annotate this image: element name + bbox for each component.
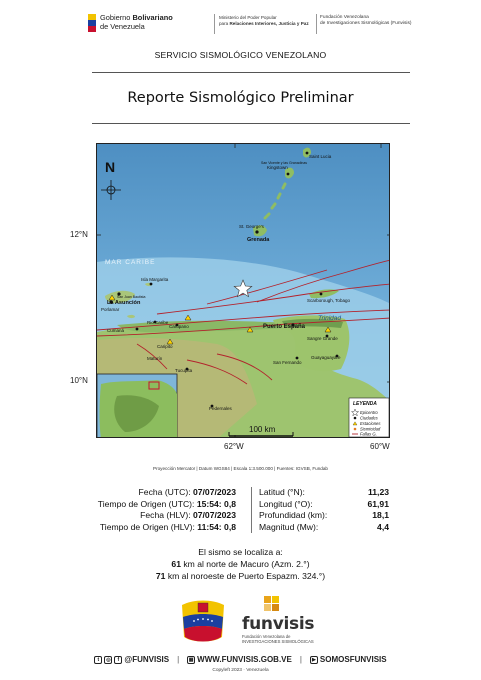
legend-seismicity-icon bbox=[354, 428, 357, 431]
ministry-text: Ministerio del Poder Popular para Relaciones Interiores, Justicia y Paz bbox=[219, 15, 309, 26]
funvisis-header-text: Fundación Venezolana de Investigaciones Sismológicas (Funvisis) bbox=[320, 15, 412, 26]
info-row: Latitud (°N): 11,23 bbox=[259, 487, 389, 497]
lon-label: 60°W bbox=[370, 442, 390, 451]
venezuela-flag-icon bbox=[88, 14, 96, 32]
lat-label: 10°N bbox=[70, 376, 88, 385]
label-sangre-grande: Sangre Grande bbox=[307, 336, 338, 341]
website-link[interactable]: WWW.FUNVISIS.GOB.VE bbox=[197, 655, 292, 664]
copyright: Copyleft 2023 · Venezuela bbox=[212, 668, 269, 673]
label-kingstown: Kingstown bbox=[267, 165, 288, 170]
info-row: Tiempo de Origen (HLV): 11:54: 0,8 bbox=[99, 521, 236, 532]
youtube-icon: ▶ bbox=[310, 656, 318, 664]
label-porlamar: Porlamar bbox=[101, 307, 120, 312]
label-san-fernando: San Fernando bbox=[273, 360, 302, 365]
label-scarborough: Scarborough, Tobago bbox=[307, 298, 350, 303]
label-trinidad: Trinidad bbox=[318, 315, 342, 322]
footer-separator: | bbox=[177, 655, 180, 664]
government-logo-text: Gobierno Bolivariano de Venezuela bbox=[100, 13, 173, 31]
label-tucupita: Tucupita bbox=[175, 368, 193, 373]
label-carupano: Carúpano bbox=[169, 324, 189, 329]
label-saint-lucia: Saint Lucia bbox=[309, 154, 332, 159]
government-seal-logo bbox=[176, 597, 230, 647]
label-isla-margarita: Isla Margarita bbox=[141, 277, 169, 282]
instagram-icon: ◎ bbox=[106, 656, 111, 663]
legend-item: Estaciones bbox=[360, 421, 381, 426]
legend-city-icon bbox=[354, 417, 357, 420]
label-pedernales: Pedernales bbox=[209, 406, 232, 411]
north-arrow-icon: N bbox=[105, 159, 116, 175]
funvisis-wordmark: funvisis bbox=[242, 614, 315, 634]
social-handle-link[interactable]: SOMOSFUNVISIS bbox=[319, 655, 387, 664]
map-caption: Proyección Mercator | Datum WGS84 | Escala 1:3.500.000 | Fuentes: IGVSB, Fundab bbox=[153, 466, 328, 471]
lon-label: 62°W bbox=[224, 442, 244, 451]
legend-item: Fallas G. bbox=[360, 431, 377, 437]
info-row: Tiempo de Origen (UTC): 15:54: 0,8 bbox=[97, 498, 236, 509]
label-st-vincent: San Vicente y las Granadinas bbox=[261, 161, 308, 165]
funvisis-subtitle: Fundación Venezolana de INVESTIGACIONES SISMOLÓGICAS bbox=[242, 634, 314, 644]
header-divider bbox=[214, 14, 215, 34]
info-row: Profundidad (km): 18,1 bbox=[259, 510, 389, 521]
time-info bbox=[98, 487, 236, 533]
divider bbox=[92, 72, 410, 73]
web-icon: ▦ bbox=[188, 656, 194, 663]
lat-label: 12°N bbox=[70, 230, 88, 239]
label-san-juan: San Juan Bautista bbox=[117, 295, 146, 299]
map-legend bbox=[349, 398, 389, 437]
label-mar-caribe: MAR CARIBE bbox=[105, 259, 156, 266]
facebook-icon: f bbox=[114, 656, 122, 664]
divider bbox=[92, 123, 410, 124]
logo-square bbox=[272, 604, 279, 611]
inset-map bbox=[97, 374, 177, 438]
scale-label: 100 km bbox=[249, 425, 276, 434]
epicenter-location bbox=[0, 546, 481, 582]
label-guayaguayare: Guayaguayare bbox=[311, 355, 341, 360]
legend-title: LEYENDA bbox=[353, 401, 377, 407]
logo-square bbox=[264, 596, 271, 603]
label-maturin: Maturín bbox=[147, 356, 163, 361]
label-grenada: Grenada bbox=[247, 237, 270, 243]
logo-square bbox=[264, 604, 271, 611]
twitter-icon: t bbox=[94, 656, 102, 664]
label-cumana: Cumaná bbox=[107, 328, 125, 333]
location-info bbox=[259, 487, 389, 533]
location-intro: El sismo se localiza a: bbox=[198, 547, 283, 557]
location-line: 61 km al norte de Macuro (Azm. 2.°) bbox=[171, 559, 310, 569]
logo-square bbox=[272, 596, 279, 603]
footer bbox=[0, 655, 481, 664]
header-divider bbox=[316, 14, 317, 34]
legend-item: Ciudades bbox=[360, 415, 378, 421]
info-row: Longitud (°O): 61,91 bbox=[259, 498, 389, 509]
seismic-map bbox=[96, 143, 390, 438]
page-header bbox=[88, 12, 412, 38]
label-rio-caribe: Rio Caribe bbox=[147, 320, 169, 325]
info-row: Fecha (HLV): 07/07/2023 bbox=[140, 510, 236, 521]
info-divider bbox=[251, 487, 252, 533]
footer-separator: | bbox=[299, 655, 302, 664]
legend-item: Epicentro bbox=[360, 410, 378, 415]
funvisis-logo bbox=[242, 596, 322, 646]
label-caripito: Caripito bbox=[157, 344, 173, 349]
label-la-asuncion: La Asunción bbox=[107, 300, 141, 306]
service-name: SERVICIO SISMOLÓGICO VENEZOLANO bbox=[154, 50, 327, 60]
social-handle-link[interactable]: @FUNVISIS bbox=[124, 655, 170, 664]
page-title: Reporte Sismológico Preliminar bbox=[127, 90, 354, 106]
label-puerto-espana: Puerto España bbox=[263, 324, 306, 330]
info-row: Fecha (UTC): 07/07/2023 bbox=[138, 487, 236, 497]
legend-item: Sismicidad bbox=[360, 426, 381, 432]
info-row: Magnitud (Mw): 4,4 bbox=[259, 521, 389, 532]
location-line: 71 km al noroeste de Puerto Espazm. 324.°) bbox=[155, 571, 326, 581]
label-st-georges: St. George's bbox=[239, 224, 264, 229]
